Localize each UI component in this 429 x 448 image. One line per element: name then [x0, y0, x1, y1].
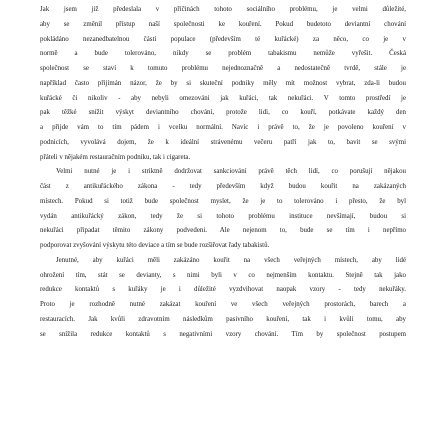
text-line: podnicích, vyvolává dojem, že k ideální strávenému večeru patří jak to, bavit se svými: [40, 138, 406, 146]
paragraph-1: [40, 3, 406, 165]
paragraph-3: [40, 254, 406, 343]
paragraph-2: [40, 165, 406, 254]
text-line: ohrožení tím, stát se devianty, s nimi byli v co nejmenším kontaktu. Stejně tak jako: [40, 271, 406, 279]
text-line: kuřácké či nikoliv - aby nebyli omezováni jak kuřáci, tak nekuřáci. V tomto prostředí je: [40, 94, 406, 102]
text-line: normě a bude tolerováno, nikdy se problém tabakismu nemůže vyřešit. Česká: [40, 50, 406, 58]
text-line: podporovat zvyšování výskytu této deviace a tím se bude rozšiřovat řady tabakistů.: [40, 242, 270, 249]
text-line: například často přijímán názor, že by si skuteční podniky měly mít možnost vybrat, zda-li budou: [40, 79, 406, 87]
document-page: [40, 3, 406, 342]
text-line: Velmi nutné je i striktně dodržovat sankciování právě těch lidí, co porušují nějakou: [56, 168, 406, 176]
text-line: a přijde vám to tím pádem i vcelku normální. Navíc i právě to, že je povoleno kouření v: [40, 124, 406, 131]
text-line: pokládáno nezanedbatelnou částí populace (především té kuřácké) za něco, co je v: [40, 35, 406, 43]
text-line: místech. Pokud si totiž bude společnost myslet, že je to tolerováno i přesto, že byl: [40, 197, 406, 205]
text-line: pak těžké snížit výskyt deviantního chování, protože lidi, co kouří, potkávate každý den: [40, 109, 406, 117]
text-line: vydán antikuřácký zákon, tedy že si tohoto problému instituce nevšímají, budou si: [40, 212, 406, 220]
text-line: Jak jsem již předeslala v příčinách tohoto sociálního problému, je velmi důležité,: [40, 6, 406, 13]
text-line: redukce kontaktů s kuřáky je i důležité vyzdvihovat naopak vzory - tedy nekuřáky.: [40, 286, 406, 294]
text-line: restauracích. Jak kvůli zdravotním následkům pasivního kouření, tak i kvůli tomu, aby: [40, 315, 406, 323]
text-line: nekuřáci připadat těmito zákony podvedeni. Ale nejenom to, bude se tím i nepřímo: [40, 227, 406, 235]
text-line: část z antikuřáckého zákona - tedy především když budou kouřit na zakázaných: [40, 183, 406, 190]
text-line: přáteli v nějakém restauračním podniku, tak i cigareta.: [40, 153, 191, 161]
text-line: Jenutné, aby kuřáci měli zakázáno kouřit na všech veřejných místech, aby lidé: [56, 256, 406, 264]
text-line: společnost se staví k tomuto problému nejednoznačně a nedostatečně tvrdě, stále je: [40, 65, 406, 72]
text-line: se snížila redukce kontaktů s negativními vzory chování. Tím by společnost postupem: [40, 330, 406, 338]
text-line: Proto je rozhodně nutné zakázat kouření ve všech veřejných prostorách, barech a: [40, 301, 406, 308]
text-line: aby se změnil přístup naší společnosti ke kouření. Pokud budetoto deviantní chování: [40, 20, 406, 28]
